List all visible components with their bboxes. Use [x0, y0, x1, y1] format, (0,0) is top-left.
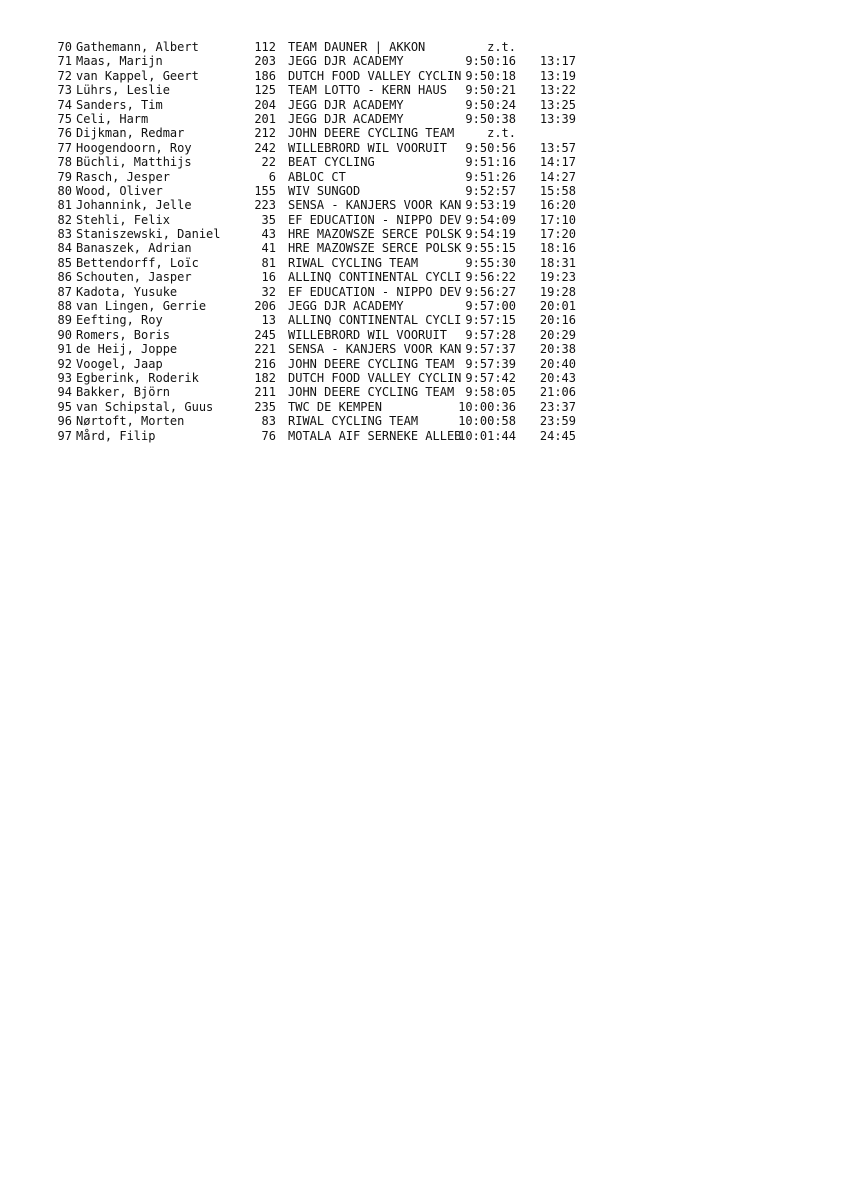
finish-time: z.t.	[487, 126, 516, 141]
bib-number: 43	[261, 227, 276, 242]
finish-time: 9:50:21	[465, 83, 516, 98]
position: 86	[57, 270, 72, 285]
rider-name: Bettendorff, Loïc	[76, 255, 199, 270]
finish-time: 10:00:58	[458, 414, 516, 429]
finish-time: 9:57:39	[465, 356, 516, 371]
finish-time: 9:57:37	[465, 342, 516, 357]
bib-number: 221	[254, 342, 276, 357]
bib-number: 6	[268, 169, 276, 184]
rider-name: Dijkman, Redmar	[76, 126, 185, 141]
finish-time: 9:50:16	[465, 54, 516, 69]
bib-number: 242	[254, 140, 276, 155]
rider-name: van Schipstal, Guus	[76, 399, 214, 414]
team-name: ALLINQ CONTINENTAL CYCLI	[288, 270, 462, 285]
bib-number: 155	[254, 183, 276, 198]
rider-name: Egberink, Roderik	[76, 370, 199, 385]
bib-number: 186	[254, 68, 276, 83]
position: 97	[57, 428, 72, 443]
rider-name: Kadota, Yusuke	[76, 284, 178, 299]
bib-number: 211	[254, 385, 276, 400]
finish-time: 9:50:24	[465, 97, 516, 112]
time-gap: 13:39	[539, 111, 576, 126]
team-name: RIWAL CYCLING TEAM	[288, 414, 419, 429]
position: 77	[57, 140, 72, 155]
bib-number: 35	[261, 212, 276, 227]
rider-name: Gathemann, Albert	[76, 40, 199, 54]
position: 84	[57, 241, 72, 256]
time-gap: 17:10	[539, 212, 576, 227]
rider-name: de Heij, Joppe	[76, 342, 178, 357]
team-name: JEGG DJR ACADEMY	[288, 97, 404, 112]
bib-number: 76	[261, 428, 276, 443]
time-gap: 20:40	[539, 356, 576, 371]
position: 92	[57, 356, 72, 371]
time-gap: 24:45	[539, 428, 576, 443]
finish-time: 9:57:28	[465, 327, 516, 342]
bib-number: 204	[254, 97, 276, 112]
time-gap: 20:01	[539, 299, 576, 314]
position: 70	[57, 40, 72, 54]
time-gap: 20:38	[539, 342, 576, 357]
team-name: HRE MAZOWSZE SERCE POLSK	[288, 227, 462, 242]
finish-time: 9:57:15	[465, 313, 516, 328]
time-gap: 23:59	[539, 414, 576, 429]
position: 80	[57, 183, 72, 198]
rider-name: Eefting, Roy	[76, 313, 163, 328]
team-name: DUTCH FOOD VALLEY CYCLIN	[288, 68, 462, 83]
bib-number: 201	[254, 111, 276, 126]
team-name: SENSA - KANJERS VOOR KAN	[288, 342, 462, 357]
position: 90	[57, 327, 72, 342]
team-name: JEGG DJR ACADEMY	[288, 54, 404, 69]
team-name: ABLOC CT	[288, 169, 346, 184]
finish-time: 9:53:19	[465, 198, 516, 213]
finish-time: 10:00:36	[458, 399, 516, 414]
finish-time: 9:56:27	[465, 284, 516, 299]
bib-number: 83	[261, 414, 276, 429]
finish-time: 9:54:09	[465, 212, 516, 227]
position: 89	[57, 313, 72, 328]
time-gap: 13:22	[539, 83, 576, 98]
time-gap: 14:17	[539, 155, 576, 170]
finish-time: 9:50:18	[465, 68, 516, 83]
position: 91	[57, 342, 72, 357]
bib-number: 203	[254, 54, 276, 69]
rider-name: Rasch, Jesper	[76, 169, 170, 184]
time-gap: 13:57	[539, 140, 576, 155]
position: 83	[57, 227, 72, 242]
time-gap: 13:17	[539, 54, 576, 69]
rider-name: Staniszewski, Daniel	[76, 227, 221, 242]
bib-number: 16	[261, 270, 276, 285]
team-name: JEGG DJR ACADEMY	[288, 299, 404, 314]
position: 76	[57, 126, 72, 141]
rider-name: Schouten, Jasper	[76, 270, 192, 285]
time-gap: 13:25	[539, 97, 576, 112]
rider-name: Nørtoft, Morten	[76, 414, 185, 429]
team-name: WILLEBRORD WIL VOORUIT	[288, 140, 447, 155]
position: 87	[57, 284, 72, 299]
bib-number: 81	[261, 255, 276, 270]
bib-number: 216	[254, 356, 276, 371]
team-name: HRE MAZOWSZE SERCE POLSK	[288, 241, 462, 256]
team-name: TWC DE KEMPEN	[288, 399, 382, 414]
rider-name: Sanders, Tim	[76, 97, 163, 112]
position: 78	[57, 155, 72, 170]
time-gap: 16:20	[539, 198, 576, 213]
team-name: WIV SUNGOD	[288, 183, 361, 198]
time-gap: 23:37	[539, 399, 576, 414]
finish-time: 9:58:05	[465, 385, 516, 400]
position: 93	[57, 370, 72, 385]
position: 72	[57, 68, 72, 83]
position: 75	[57, 111, 72, 126]
bib-number: 212	[254, 126, 276, 141]
rider-name: Celi, Harm	[76, 111, 149, 126]
time-gap: 13:19	[539, 68, 576, 83]
time-gap: 20:29	[539, 327, 576, 342]
position: 94	[57, 385, 72, 400]
finish-time: 9:50:56	[465, 140, 516, 155]
bib-number: 245	[254, 327, 276, 342]
bib-number: 32	[261, 284, 276, 299]
team-name: WILLEBRORD WIL VOORUIT	[288, 327, 447, 342]
bib-number: 41	[261, 241, 276, 256]
bib-number: 112	[254, 40, 276, 54]
team-name: RIWAL CYCLING TEAM	[288, 255, 419, 270]
team-name: DUTCH FOOD VALLEY CYCLIN	[288, 370, 462, 385]
rider-name: Maas, Marijn	[76, 54, 163, 69]
finish-time: 9:51:16	[465, 155, 516, 170]
finish-time: 9:54:19	[465, 227, 516, 242]
bib-number: 13	[261, 313, 276, 328]
team-name: TEAM LOTTO - KERN HAUS	[288, 83, 447, 98]
bib-number: 182	[254, 370, 276, 385]
time-gap: 14:27	[539, 169, 576, 184]
rider-name: Büchli, Matthijs	[76, 155, 192, 170]
team-name: JOHN DEERE CYCLING TEAM	[288, 385, 455, 400]
finish-time: 9:52:57	[465, 183, 516, 198]
time-gap: 18:16	[539, 241, 576, 256]
rider-name: Bakker, Björn	[76, 385, 170, 400]
team-name: JOHN DEERE CYCLING TEAM	[288, 356, 455, 371]
finish-time: 10:01:44	[458, 428, 516, 443]
bib-number: 125	[254, 83, 276, 98]
time-gap: 20:16	[539, 313, 576, 328]
bib-number: 206	[254, 299, 276, 314]
position: 79	[57, 169, 72, 184]
team-name: ALLINQ CONTINENTAL CYCLI	[288, 313, 462, 328]
rider-name: Romers, Boris	[76, 327, 170, 342]
time-gap: 19:28	[539, 284, 576, 299]
rider-name: Mård, Filip	[76, 428, 156, 443]
team-name: BEAT CYCLING	[288, 155, 375, 170]
position: 74	[57, 97, 72, 112]
finish-time: 9:55:15	[465, 241, 516, 256]
position: 85	[57, 255, 72, 270]
time-gap: 20:43	[539, 370, 576, 385]
team-name: TEAM DAUNER | AKKON	[288, 40, 426, 54]
team-name: EF EDUCATION - NIPPO DEV	[288, 284, 462, 299]
rider-name: van Lingen, Gerrie	[76, 299, 207, 314]
position: 95	[57, 399, 72, 414]
time-gap: 21:06	[539, 385, 576, 400]
position: 96	[57, 414, 72, 429]
finish-time: 9:50:38	[465, 111, 516, 126]
finish-time: 9:57:42	[465, 370, 516, 385]
team-name: JOHN DEERE CYCLING TEAM	[288, 126, 455, 141]
rider-name: Wood, Oliver	[76, 183, 163, 198]
rider-name: van Kappel, Geert	[76, 68, 199, 83]
position: 82	[57, 212, 72, 227]
position: 71	[57, 54, 72, 69]
team-name: JEGG DJR ACADEMY	[288, 111, 404, 126]
finish-time: z.t.	[487, 40, 516, 54]
position: 88	[57, 299, 72, 314]
bib-number: 223	[254, 198, 276, 213]
finish-time: 9:56:22	[465, 270, 516, 285]
time-gap: 17:20	[539, 227, 576, 242]
position: 73	[57, 83, 72, 98]
time-gap: 18:31	[539, 255, 576, 270]
time-gap: 19:23	[539, 270, 576, 285]
finish-time: 9:55:30	[465, 255, 516, 270]
time-gap: 15:58	[539, 183, 576, 198]
rider-name: Voogel, Jaap	[76, 356, 163, 371]
bib-number: 235	[254, 399, 276, 414]
rider-name: Lührs, Leslie	[76, 83, 170, 98]
rider-name: Hoogendoorn, Roy	[76, 140, 192, 155]
position: 81	[57, 198, 72, 213]
rider-name: Stehli, Felix	[76, 212, 170, 227]
finish-time: 9:57:00	[465, 299, 516, 314]
team-name: SENSA - KANJERS VOOR KAN	[288, 198, 462, 213]
rider-name: Banaszek, Adrian	[76, 241, 192, 256]
rider-name: Johannink, Jelle	[76, 198, 192, 213]
finish-time: 9:51:26	[465, 169, 516, 184]
team-name: EF EDUCATION - NIPPO DEV	[288, 212, 462, 227]
bib-number: 22	[261, 155, 276, 170]
team-name: MOTALA AIF SERNEKE ALLEB	[288, 428, 462, 443]
